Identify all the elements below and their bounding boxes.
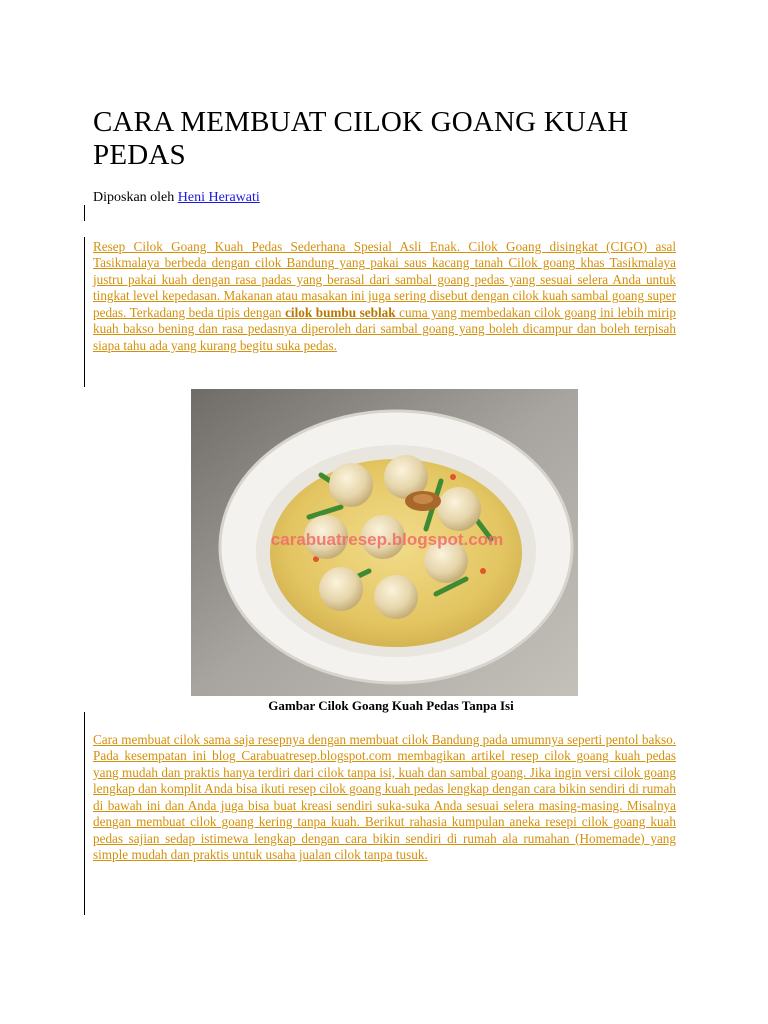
left-rule: [84, 205, 85, 221]
intro-paragraph[interactable]: [93, 239, 676, 354]
image-watermark: carabuatresep.blogspot.com: [270, 530, 504, 549]
left-rule: [84, 237, 85, 387]
cilok-soup-photo: [191, 389, 578, 696]
body-paragraph[interactable]: Cara membuat cilok sama saja resepnya dengan membuat cilok Bandung pada umumnya seperti pentol bakso. Pada kesempatan ini blog Carabuatresep.blogspot.com membagikan artikel resep cilok goang kuah pedas yang mudah dan praktis hanya terdiri dari cilok tanpa isi, kuah dan sambal goang. Jika ingin versi cilok goang lengkap dan komplit Anda bisa ikuti resep cilok goang kuah pedas lengkap dengan cara bikin sendiri di rumah di bawah ini dan Anda juga bisa buat kreasi sendiri suka-suka Anda sesuai selera masing-masing. Misalnya dengan membuat cilok goang kering tanpa kuah. Berikut rahasia kumpulan aneka resepi cilok goang kuah pedas sajian sedap istimewa lengkap dengan cara bikin sendiri di rumah ala rumahan (Homemade) yang simple mudah dan praktis untuk usaha jualan cilok tanpa tusuk.: [93, 732, 676, 863]
article-title: CARA MEMBUAT CILOK GOANG KUAH PEDAS: [93, 106, 629, 171]
byline: [93, 189, 260, 207]
left-rule: [84, 712, 85, 915]
intro-text-continued[interactable]: cuma yang membedakan cilok goang ini lebih mirip kuah bakso bening dan rasa pedasnya diperoleh dari sambal goang yang boleh dicampur dan boleh terpisah siapa tahu ada yang kurang begitu suka pedas.: [93, 304, 676, 353]
intro-text[interactable]: Resep Cilok Goang Kuah Pedas Sederhana Spesial Asli Enak. Cilok Goang disingkat (CIGO) asal Tasikmalaya berbeda dengan cilok Bandung yang pakai saus kacang tanah Cilok goang khas Tasikmalaya justru pakai kuah dengan rasa padas yang berasal dari sambal goang pedas yang sesuai selera Anda untuk tingkat level kepedasan. Makanan atau masakan ini juga sering disebut dengan cilok kuah sambal goang super pedas. Terkadang beda tipis dengan: [93, 239, 676, 320]
author-link[interactable]: Heni Herawati: [177, 190, 260, 205]
byline-prefix: Diposkan oleh: [93, 190, 175, 205]
image-caption: Gambar Cilok Goang Kuah Pedas Tanpa Isi: [268, 698, 514, 713]
cilok-bumbu-seblak-link[interactable]: cilok bumbu seblak: [285, 304, 396, 320]
